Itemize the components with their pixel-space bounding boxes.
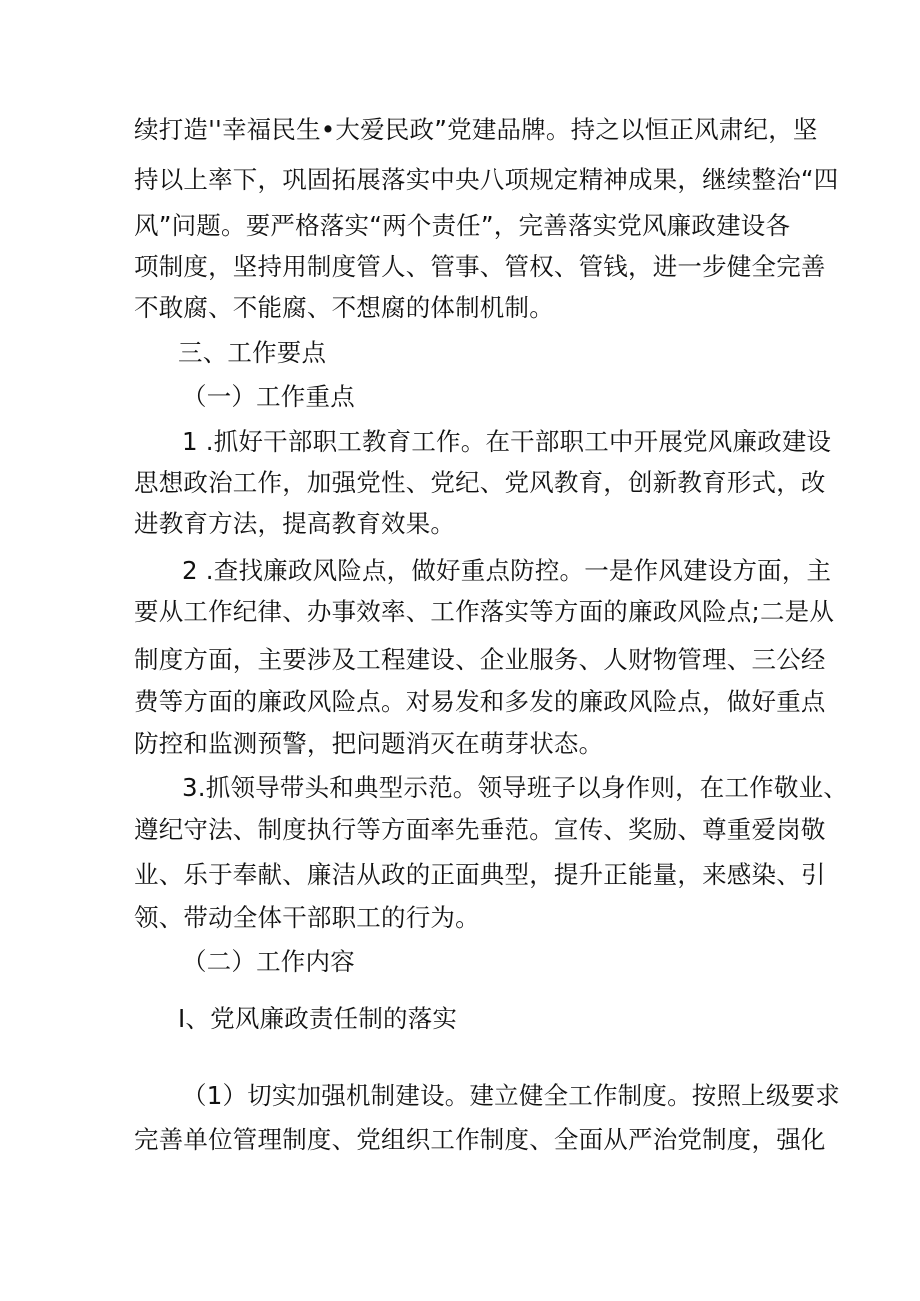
body-text-line: 费等方面的廉政风险点。对易发和多发的廉政风险点，做好重点 bbox=[134, 687, 826, 716]
body-text-line: 续打造''幸福民生•大爱民政”党建品牌。持之以恒正风肃纪，坚 bbox=[134, 115, 818, 144]
subsection-heading: （二）工作内容 bbox=[182, 947, 355, 976]
section-heading: 三、工作要点 bbox=[178, 338, 327, 367]
subsection-heading: （一）工作重点 bbox=[182, 382, 355, 411]
body-text-line: 3.抓领导带头和典型示范。领导班子以身作则，在工作敬业、 bbox=[182, 773, 848, 802]
body-text-line: 持以上率下，巩固拓展落实中央八项规定精神成果，继续整治“四 bbox=[134, 165, 839, 194]
body-text-line: 2 .查找廉政风险点，做好重点防控。一是作风建设方面，主 bbox=[182, 556, 832, 585]
body-text-line: 不敢腐、不能腐、不想腐的体制机制。 bbox=[134, 293, 554, 322]
body-text-line: 风”问题。要严格落实“两个责任”，完善落实党风廉政建设各 bbox=[134, 211, 791, 240]
body-text-line: 业、乐于奉献、廉洁从政的正面典型，提升正能量，来感染、引 bbox=[134, 860, 826, 889]
item-heading: I、党风廉政责任制的落实 bbox=[178, 1004, 458, 1033]
body-text-line: （1）切实加强机制建设。建立健全工作制度。按照上级要求 bbox=[182, 1081, 840, 1110]
body-text-line: 制度方面，主要涉及工程建设、企业服务、人财物管理、三公经 bbox=[134, 645, 826, 674]
body-text-line: 完善单位管理制度、党组织工作制度、全面从严治党制度，强化 bbox=[134, 1125, 826, 1154]
body-text-line: 1 .抓好干部职工教育工作。在干部职工中开展党风廉政建设 bbox=[182, 427, 832, 456]
body-text-line: 遵纪守法、制度执行等方面率先垂范。宣传、奖励、尊重爱岗敬 bbox=[134, 815, 826, 844]
body-text-line: 要从工作纪律、办事效率、工作落实等方面的廉政风险点;二是从 bbox=[134, 597, 835, 626]
body-text-line: 进教育方法，提高教育效果。 bbox=[134, 509, 456, 538]
body-text-line: 思想政治工作，加强党性、党纪、党风教育，创新教育形式，改 bbox=[134, 468, 826, 497]
body-text-line: 项制度，坚持用制度管人、管事、管权、管钱，进一步健全完善 bbox=[134, 252, 826, 281]
body-text-line: 防控和监测预警，把问题消灭在萌芽状态。 bbox=[134, 729, 604, 758]
body-text-line: 领、带动全体干部职工的行为。 bbox=[134, 903, 480, 932]
